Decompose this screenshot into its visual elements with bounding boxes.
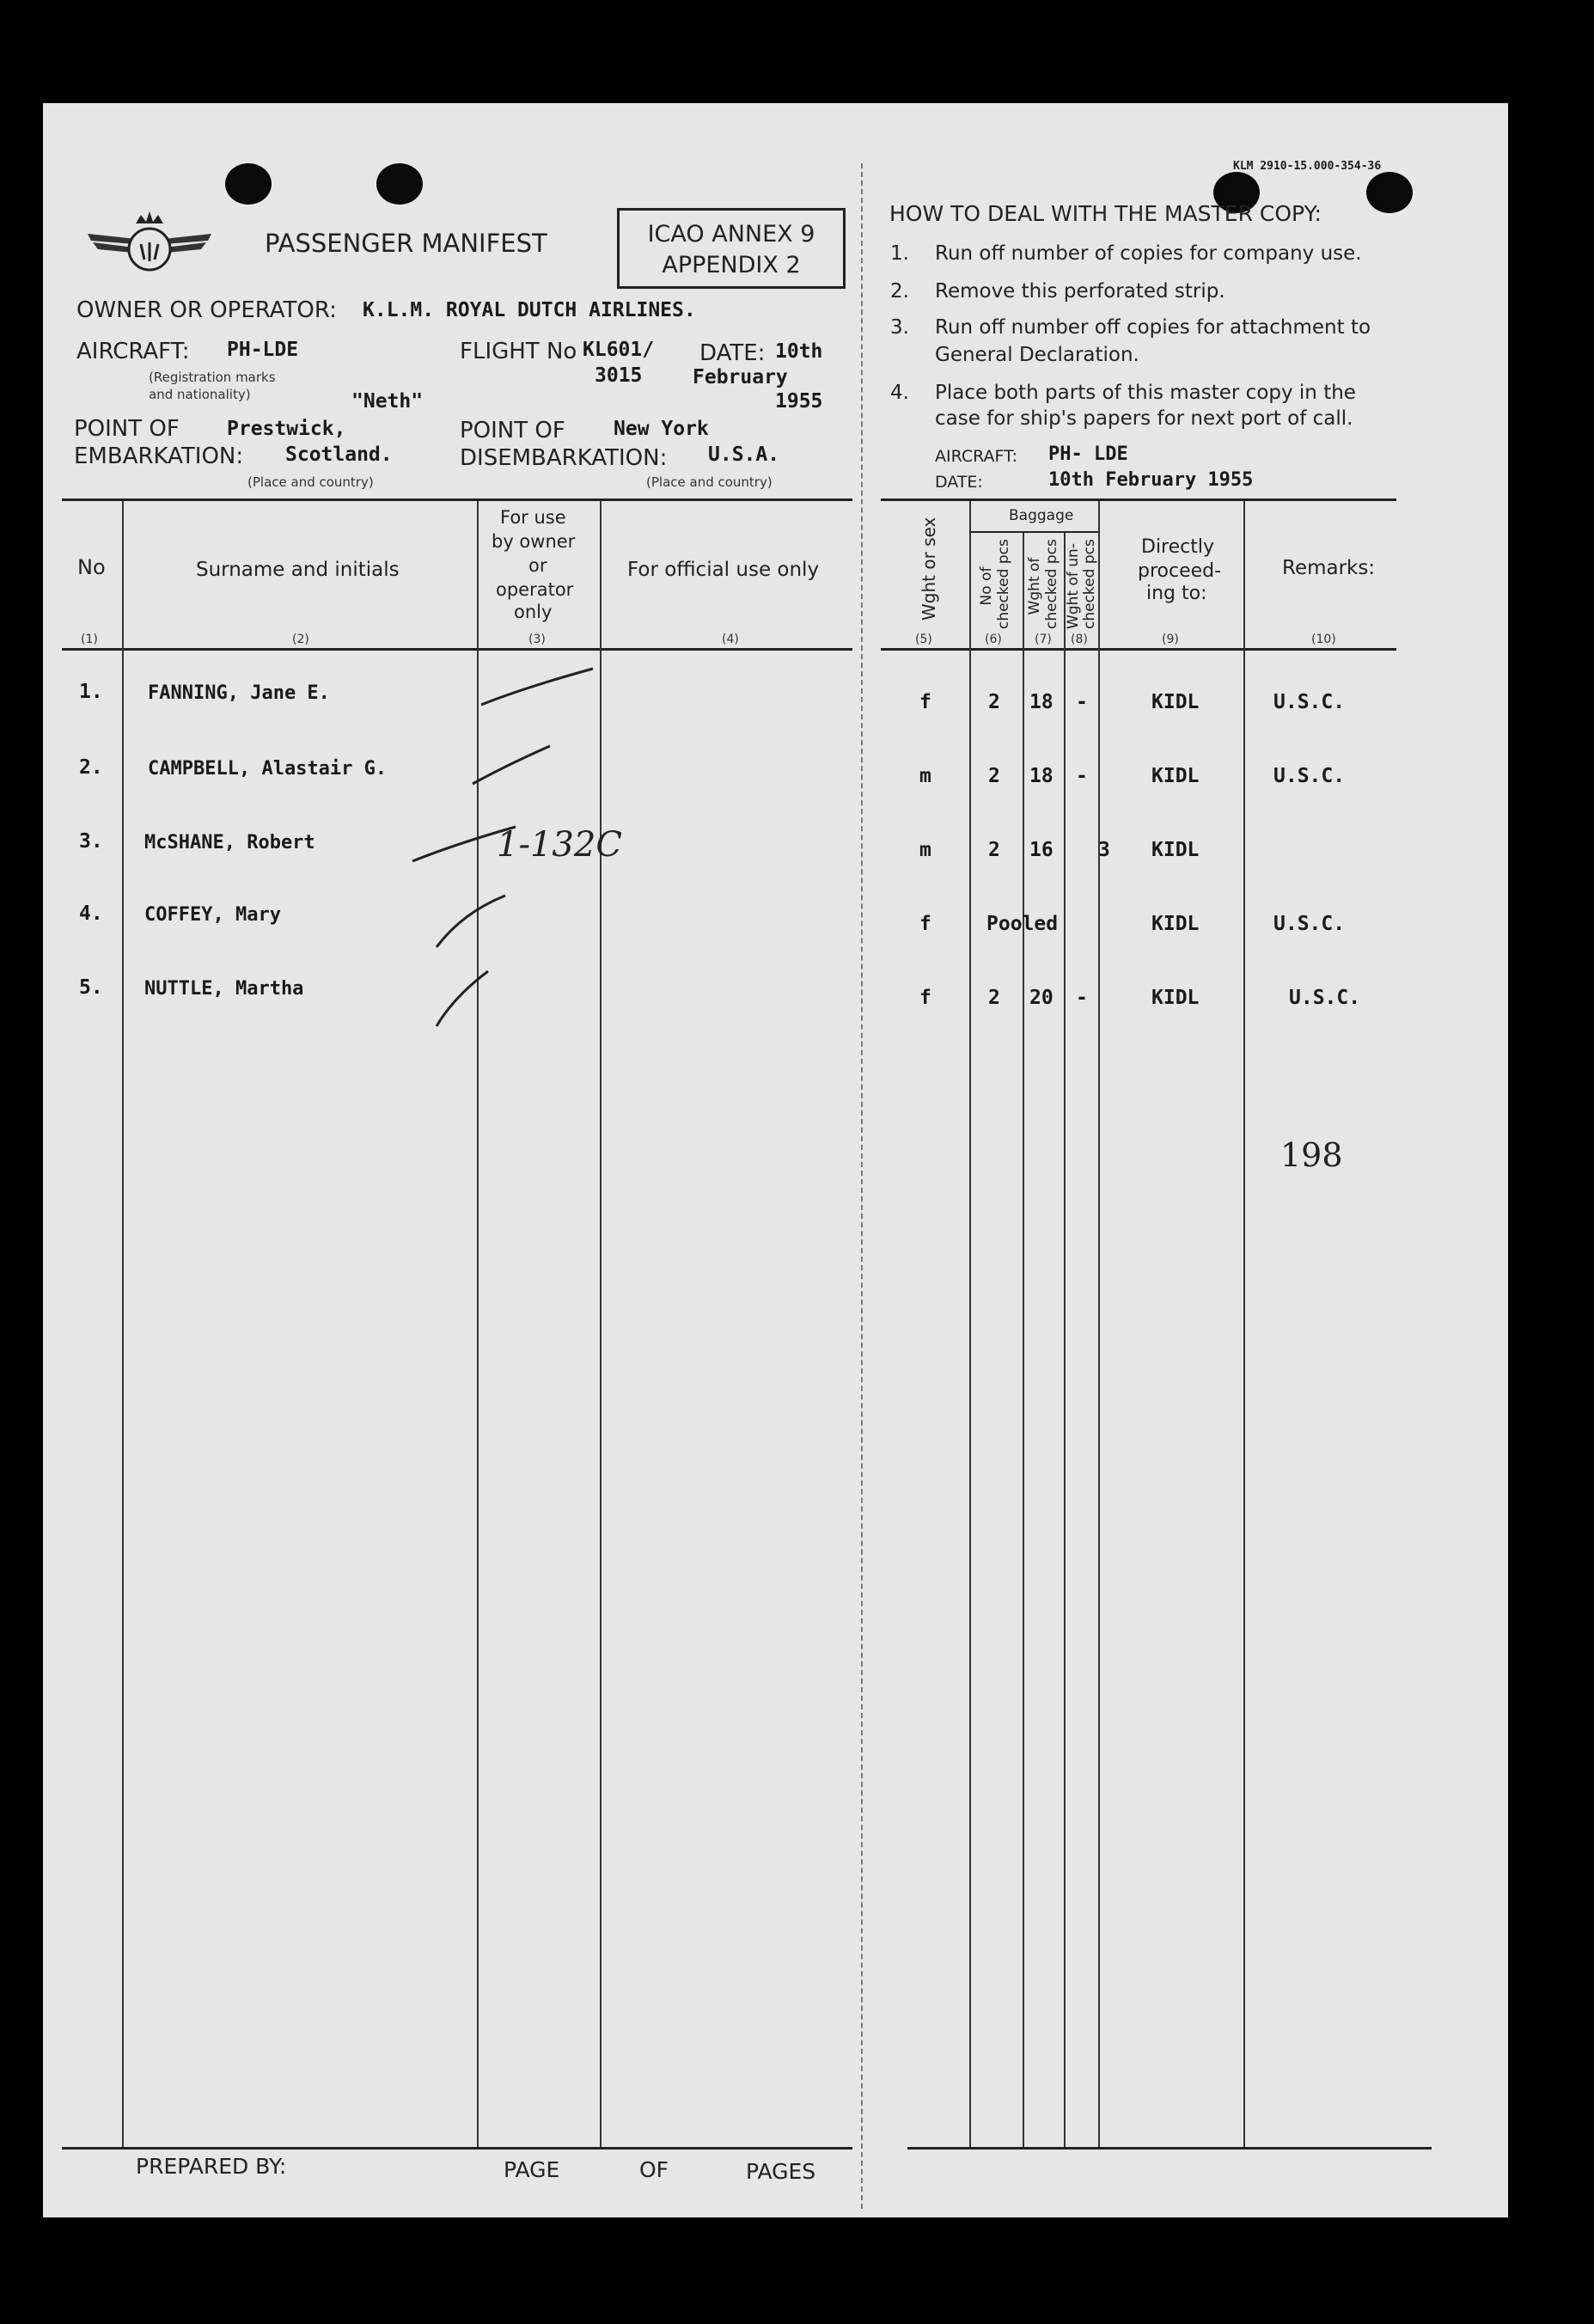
column-divider [969, 500, 971, 2147]
instructions-date-label: DATE: [935, 473, 983, 492]
form-code: KLM 2910-15.000-354-36 [1233, 160, 1382, 173]
column-divider [1243, 500, 1245, 2147]
column-divider [122, 500, 124, 2147]
baggage-pcs: 2 [988, 765, 1000, 787]
handwritten-tick-mark [428, 963, 505, 1031]
passenger-sex: f [919, 691, 931, 713]
instructions-aircraft-value: PH- LDE [1048, 443, 1128, 465]
punch-hole [1366, 172, 1413, 213]
col-number: (5) [915, 633, 932, 646]
destination: KIDL [1151, 839, 1200, 861]
col-header-pcs [978, 539, 1012, 629]
instruction-2-num: 2. [890, 280, 909, 303]
flight-value-1: KL601/ [583, 339, 655, 361]
date-value-2: February [693, 366, 788, 388]
instruction-3-num: 3. [890, 316, 909, 339]
manifest-page [43, 103, 1508, 2217]
col-number: (7) [1035, 633, 1052, 646]
col-number: (9) [1162, 633, 1179, 646]
klm-crown-logo-icon [84, 205, 215, 277]
col-number: (1) [81, 633, 98, 646]
baggage-unchecked: - [1076, 691, 1088, 713]
pages-label: PAGES [746, 2159, 816, 2184]
disembarkation-value-2: U.S.A. [708, 443, 780, 466]
registration-note-2: and nationality) [149, 387, 251, 402]
row-no: 3. [79, 830, 103, 853]
col-header-official: For official use only [627, 559, 820, 581]
col-header-baggage: Baggage [1009, 507, 1074, 524]
passenger-sex: m [919, 839, 931, 861]
disembarkation-label-2: DISEMBARKATION: [460, 445, 668, 471]
form-title: PASSENGER MANIFEST [265, 229, 547, 258]
handwritten-note: 1-132C [497, 825, 622, 865]
col-header-owner-use-1: For use [500, 507, 566, 528]
col-number: (6) [985, 633, 1002, 646]
embarkation-place-note: (Place and country) [247, 474, 374, 490]
destination: KIDL [1151, 913, 1200, 935]
embarkation-label-2: EMBARKATION: [74, 443, 244, 469]
registration-note-1: (Registration marks [149, 370, 276, 385]
baggage-weight: 18 [1029, 765, 1054, 787]
col-header-unchecked-2: checked pcs [1081, 539, 1098, 629]
col-header-owner-use-2: by owner [492, 531, 576, 552]
aircraft-value: PH-LDE [227, 339, 299, 361]
baggage-pcs: 2 [988, 987, 1000, 1009]
aircraft-label: AIRCRAFT: [76, 339, 190, 364]
instruction-2-text: Remove this perforated strip. [935, 280, 1225, 303]
embarkation-label-1: POINT OF [74, 416, 180, 442]
disembarkation-value-1: New York [614, 418, 709, 440]
remarks: U.S.C. [1273, 765, 1346, 787]
table-header-rule-left [62, 648, 852, 651]
baggage-unchecked: - [1076, 765, 1088, 787]
col-number: (4) [722, 633, 739, 646]
passenger-sex: f [919, 913, 931, 935]
col-header-proceeding-2: proceed- [1138, 560, 1222, 582]
passenger-sex: m [919, 765, 931, 787]
owner-value: K.L.M. ROYAL DUTCH AIRLINES. [363, 299, 696, 321]
passenger-name: CAMPBELL, Alastair G. [148, 758, 388, 780]
baggage-pooled: Pooled [986, 913, 1059, 935]
destination: KIDL [1151, 765, 1200, 787]
punch-hole [376, 163, 423, 205]
of-label: OF [639, 2157, 669, 2182]
col-header-wght [1026, 539, 1060, 629]
col-header-proceeding-1: Directly [1141, 536, 1215, 558]
date-label: DATE: [699, 340, 766, 366]
passenger-name: NUTTLE, Martha [144, 978, 304, 1000]
instructions-aircraft-label: AIRCRAFT: [935, 447, 1018, 466]
col-header-unchecked [1065, 539, 1098, 629]
table-bottom-rule-left [62, 2147, 852, 2150]
col-number: (2) [292, 633, 309, 646]
owner-label: OWNER OR OPERATOR: [76, 297, 337, 323]
col-header-wght-1: Wght of [1026, 557, 1043, 615]
annex-line-2: APPENDIX 2 [662, 252, 801, 278]
table-header-rule-right [881, 648, 1396, 651]
perforation-line [861, 163, 863, 2209]
date-value-3: 1955 [775, 390, 823, 413]
col-header-owner-use-3: or [528, 555, 547, 576]
col-header-pcs-2: checked pcs [995, 539, 1012, 629]
column-divider [1064, 533, 1066, 2147]
disembarkation-place-note: (Place and country) [646, 474, 773, 490]
instruction-1-num: 1. [890, 242, 909, 265]
passenger-name: McSHANE, Robert [144, 832, 315, 853]
instruction-1-text: Run off number of copies for company use. [935, 242, 1362, 265]
passenger-name: COFFEY, Mary [144, 904, 281, 926]
col-number: (10) [1311, 633, 1336, 646]
flight-label: FLIGHT No [460, 339, 577, 364]
col-header-no: No [77, 555, 106, 579]
passenger-name: FANNING, Jane E. [148, 682, 330, 704]
page-label: PAGE [504, 2157, 560, 2182]
handwritten-page-mark: 198 [1280, 1136, 1343, 1174]
baggage-rule [969, 531, 1098, 533]
instruction-4-num: 4. [890, 382, 909, 404]
table-top-rule-left [62, 498, 852, 501]
table-top-rule-right [881, 498, 1396, 501]
row-no: 4. [79, 902, 103, 925]
destination: KIDL [1151, 987, 1200, 1009]
instruction-3-text-2: General Declaration. [935, 344, 1139, 366]
col-header-owner-use-4: operator [496, 579, 574, 600]
baggage-weight: 18 [1029, 691, 1054, 713]
embarkation-value-1: Prestwick, [227, 418, 346, 440]
remarks: U.S.C. [1273, 691, 1346, 713]
baggage-pcs: 2 [988, 691, 1000, 713]
handwritten-tick-mark [473, 662, 610, 713]
prepared-by-label: PREPARED BY: [136, 2154, 287, 2179]
col-header-proceeding-3: ing to: [1146, 583, 1207, 604]
passenger-sex: f [919, 987, 931, 1009]
col-header-pcs-1: No of [978, 566, 995, 606]
nationality-value: "Neth" [351, 390, 424, 413]
col-header-owner-use-5: only [514, 602, 553, 622]
destination: KIDL [1151, 691, 1200, 713]
embarkation-value-2: Scotland. [285, 443, 393, 466]
handwritten-tick-mark [464, 739, 567, 791]
remarks: U.S.C. [1273, 913, 1346, 935]
baggage-weight: 20 [1029, 987, 1054, 1009]
baggage-unchecked: 3 [1098, 839, 1110, 861]
instruction-4-text-1: Place both parts of this master copy in the [935, 382, 1356, 404]
table-bottom-rule-right [907, 2147, 1432, 2150]
column-divider [1098, 500, 1100, 2147]
row-no: 5. [79, 976, 103, 999]
row-no: 1. [79, 681, 103, 703]
baggage-unchecked: - [1076, 987, 1088, 1009]
col-header-unchecked-1: Wght of un- [1065, 543, 1082, 629]
date-value-1: 10th [775, 340, 823, 363]
col-header-name: Surname and initials [196, 559, 400, 581]
flight-value-2: 3015 [595, 364, 643, 387]
col-number: (8) [1071, 633, 1088, 646]
baggage-pcs: 2 [988, 839, 1000, 861]
remarks: U.S.C. [1289, 987, 1361, 1009]
row-no: 2. [79, 756, 103, 779]
handwritten-tick-mark [428, 887, 514, 956]
column-divider [600, 500, 602, 2147]
instructions-date-value: 10th February 1955 [1048, 469, 1254, 491]
column-divider [1023, 533, 1024, 2147]
col-header-sex: Wght or sex [919, 517, 939, 621]
col-number: (3) [528, 633, 546, 646]
instructions-title: HOW TO DEAL WITH THE MASTER COPY: [889, 201, 1322, 226]
instruction-4-text-2: case for ship's papers for next port of call. [935, 407, 1353, 430]
col-header-wght-2: checked pcs [1043, 539, 1060, 629]
icao-annex-box [617, 208, 846, 289]
punch-hole [225, 163, 272, 205]
disembarkation-label-1: POINT OF [460, 418, 565, 443]
instruction-3-text-1: Run off number off copies for attachment to [935, 316, 1371, 339]
baggage-weight: 16 [1029, 839, 1054, 861]
annex-line-1: ICAO ANNEX 9 [647, 221, 815, 248]
col-header-remarks: Remarks: [1282, 557, 1376, 579]
